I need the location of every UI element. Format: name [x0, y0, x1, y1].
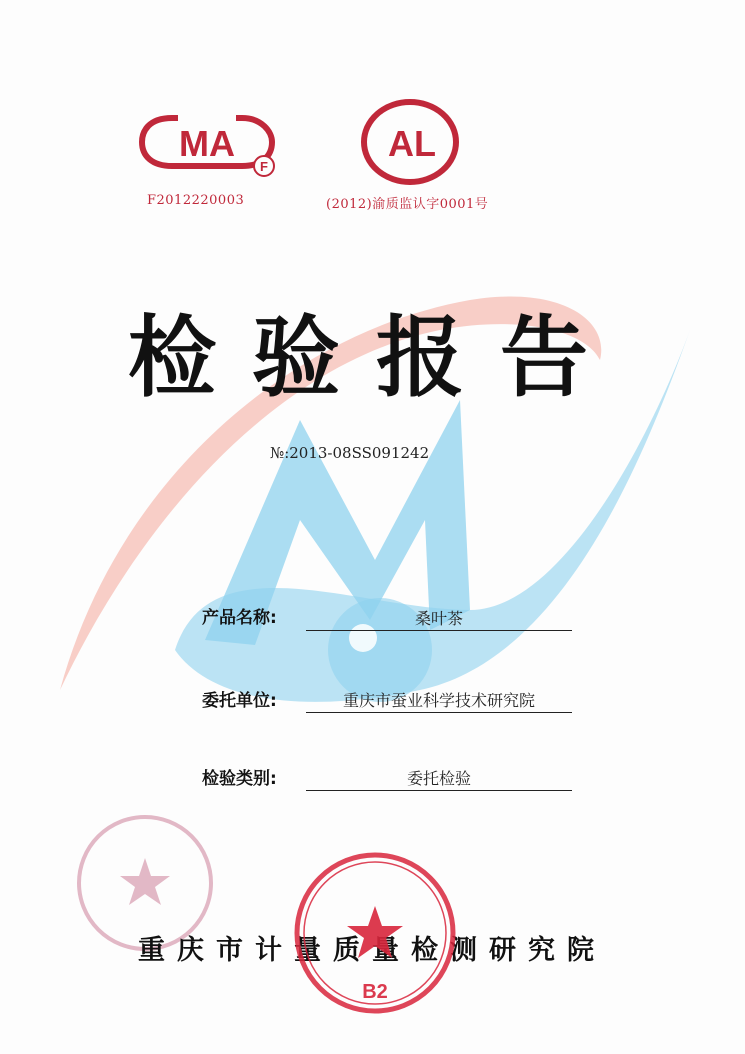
cma-registered-mark: F — [260, 159, 268, 174]
faded-seal-star-icon — [120, 858, 170, 905]
cma-certificate-code: F2012220003 — [147, 193, 245, 208]
report-number: №:2013-08SS091242 — [270, 444, 430, 462]
cma-logo — [138, 110, 278, 180]
inspection-type-label: 检验类别: — [202, 769, 277, 789]
client-label: 委托单位: — [202, 691, 277, 711]
cal-logo — [358, 96, 462, 188]
seal-code: B2 — [362, 981, 388, 1003]
institute-name: 重庆市计量质量检测研究院 — [138, 935, 606, 966]
cal-certificate-code: (2012)渝质监认字0001号 — [326, 197, 489, 212]
cma-logo-text: MA — [179, 123, 235, 164]
inspection-type-value: 委托检验 — [306, 766, 572, 791]
seal-star-icon — [347, 906, 403, 958]
cal-logo-text: AL — [388, 123, 436, 164]
official-seal-stamp — [290, 848, 460, 1018]
product-name-value: 桑叶茶 — [306, 606, 572, 631]
client-value: 重庆市蚕业科学技术研究院 — [306, 688, 572, 713]
product-name-label: 产品名称: — [202, 608, 277, 628]
report-title: 检验报告 — [128, 305, 625, 409]
